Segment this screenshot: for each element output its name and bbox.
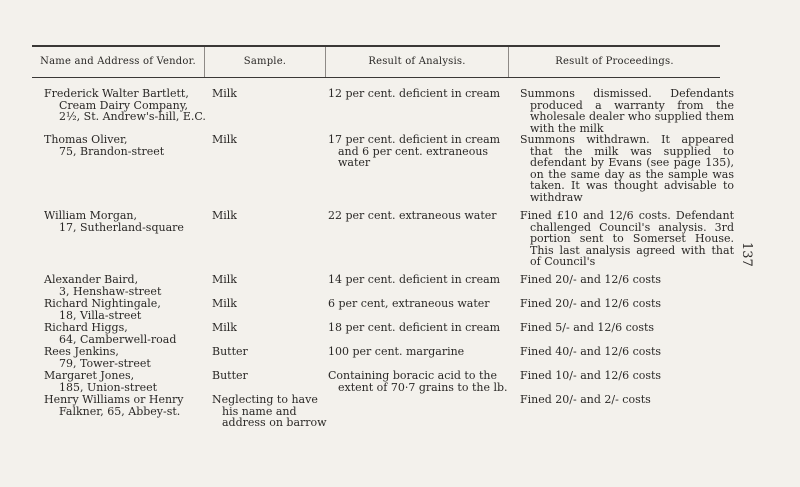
proceedings-text: Fined 20/- and 12/6 costs — [520, 297, 662, 310]
sample-cell — [212, 370, 328, 394]
sample-cell — [212, 134, 328, 210]
vendor-cell — [44, 370, 212, 394]
sample-cell — [212, 88, 328, 134]
analysis-cell — [328, 394, 520, 434]
vendor-address: 64, Camberwell-road — [59, 332, 177, 346]
vendor-name: Alexander Baird, — [44, 273, 139, 286]
analysis-cell — [328, 346, 520, 370]
table-row — [44, 274, 734, 298]
table-top-rule — [32, 45, 720, 47]
sample-text: Milk — [212, 273, 237, 286]
proceedings-text: Summons withdrawn. It appeared that the milk was supplied to defendant by Evans (see page 135), on the same day as the sample was taken. It was thought advisable to withdraw — [520, 133, 734, 204]
analysis-text: 12 per cent. deficient in cream — [328, 87, 501, 100]
header-bottom-rule — [32, 77, 720, 78]
proceedings-cell — [520, 346, 734, 370]
proceedings-cell — [520, 298, 734, 322]
vendor-address: 17, Sutherland-square — [59, 220, 184, 234]
proceedings-text: Summons dismissed. Defendants produced a warranty from the wholesale dealer who supplied them with the milk — [520, 87, 734, 135]
sample-text: Milk — [212, 209, 237, 222]
table-row — [44, 346, 734, 370]
sample-text: Milk — [212, 297, 237, 310]
header-name: Name and Address of Vendor. — [40, 56, 196, 67]
vendor-cell — [44, 134, 212, 210]
sample-cell — [212, 394, 328, 434]
sample-cell — [212, 298, 328, 322]
vendor-name: Richard Higgs, — [44, 321, 128, 334]
sample-cell — [212, 210, 328, 274]
vendor-address: Falkner, 65, Abbey-st. — [59, 404, 181, 418]
analysis-cell — [328, 274, 520, 298]
header-sample: Sample. — [243, 56, 287, 67]
vendor-cell — [44, 394, 212, 434]
vendor-name: Richard Nightingale, — [44, 297, 161, 310]
analysis-text: 22 per cent. extraneous water — [328, 209, 497, 222]
analysis-text: 14 per cent. deficient in cream — [328, 273, 501, 286]
table-row — [44, 298, 734, 322]
table-row — [44, 370, 734, 394]
analysis-cell — [328, 370, 520, 394]
analysis-cell — [328, 88, 520, 134]
vendor-name: Thomas Oliver, — [44, 133, 128, 146]
vendor-address: Cream Dairy Company, 2½, St. Andrew's-hill, E.C. — [59, 98, 206, 123]
sample-text: Milk — [212, 133, 237, 146]
analysis-text: Containing boracic acid to the extent of 70·7 grains to the lb. — [328, 369, 508, 394]
proceedings-cell — [520, 394, 734, 434]
proceedings-cell — [520, 88, 734, 134]
proceedings-cell — [520, 210, 734, 274]
proceedings-text: Fined 5/- and 12/6 costs — [520, 321, 655, 334]
proceedings-cell — [520, 322, 734, 346]
sample-text: Butter — [212, 345, 248, 358]
sample-text: Neglecting to have his name and address on barrow — [212, 393, 327, 429]
analysis-cell — [328, 298, 520, 322]
proceedings-text: Fined 20/- and 2/- costs — [520, 393, 651, 406]
analysis-text: 17 per cent. deficient in cream and 6 per cent. extraneous water — [328, 133, 501, 169]
vendor-name: Rees Jenkins, — [44, 345, 119, 358]
analysis-cell — [328, 322, 520, 346]
table-row — [44, 322, 734, 346]
table-row — [44, 210, 734, 274]
proceedings-text: Fined £10 and 12/6 costs. Defendant challenged Council's analysis. 3rd portion sent to Somerset House. This last analysis agreed with that of Council's — [520, 209, 734, 268]
analysis-text: 6 per cent, extraneous water — [328, 297, 490, 310]
vendor-cell — [44, 298, 212, 322]
sample-cell — [212, 274, 328, 298]
proceedings-text: Fined 40/- and 12/6 costs — [520, 345, 662, 358]
table-row — [44, 88, 734, 134]
table-row — [44, 134, 734, 210]
vendor-cell — [44, 210, 212, 274]
vendor-name: Margaret Jones, — [44, 369, 135, 382]
sample-text: Milk — [212, 87, 237, 100]
proceedings-text: Fined 20/- and 12/6 costs — [520, 273, 662, 286]
analysis-text: 100 per cent. margarine — [328, 345, 465, 358]
analysis-text: 18 per cent. deficient in cream — [328, 321, 501, 334]
sample-cell — [212, 346, 328, 370]
vendor-address: 18, Villa-street — [59, 308, 142, 322]
vendor-name: Henry Williams or Henry — [44, 393, 184, 406]
analysis-cell — [328, 134, 520, 210]
vendor-address: 185, Union-street — [59, 380, 158, 394]
sample-text: Butter — [212, 369, 248, 382]
vendor-address: 3, Henshaw-street — [59, 284, 162, 298]
vendor-address: 79, Tower-street — [59, 356, 151, 370]
vendor-cell — [44, 274, 212, 298]
vendor-table — [44, 88, 734, 434]
vendor-cell — [44, 346, 212, 370]
vendor-name: William Morgan, — [44, 209, 137, 222]
page-number: 137 — [739, 242, 754, 267]
proceedings-cell — [520, 134, 734, 210]
vendor-address: 75, Brandon-street — [59, 144, 165, 158]
vendor-cell — [44, 88, 212, 134]
header-result: Result of Analysis. — [368, 56, 466, 67]
analysis-cell — [328, 210, 520, 274]
proceedings-text: Fined 10/- and 12/6 costs — [520, 369, 662, 382]
sample-text: Milk — [212, 321, 237, 334]
proceedings-cell — [520, 370, 734, 394]
header-proceedings: Result of Proceedings. — [555, 56, 674, 67]
proceedings-cell — [520, 274, 734, 298]
table-row — [44, 394, 734, 434]
vendor-name: Frederick Walter Bartlett, — [44, 87, 189, 100]
sample-cell — [212, 322, 328, 346]
vendor-cell — [44, 322, 212, 346]
